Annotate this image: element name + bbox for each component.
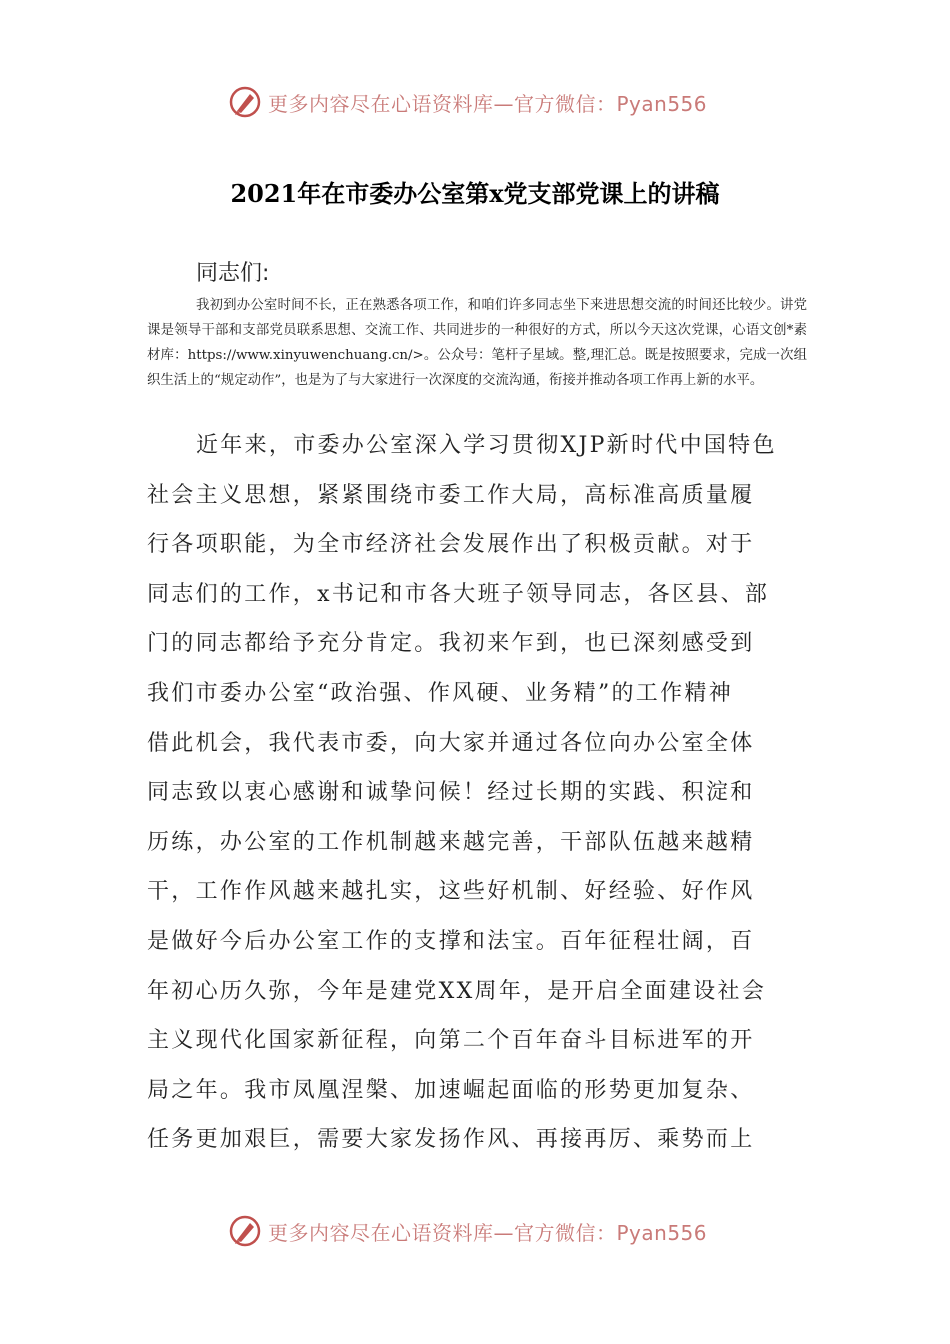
footer-banner-text: 更多内容尽在心语资料库—官方微信：Pyan556 xyxy=(268,1220,708,1245)
body-line: 社会主义思想，紧紧围绕市委工作大局，高标准高质量履 xyxy=(147,482,755,508)
pen-nib-logo-icon xyxy=(228,1214,262,1248)
intro-paragraph: 我初到办公室时间不长，正在熟悉各项工作，和咱们许多同志坐下来进思想交流的时间还比较少。讲党课是领导干部和支部党员联系思想、交流工作、共同进步的一种很好的方式，所以今天这次党课，心语文创*素材库：https://www.xinyuwenchuang.cn/>。公众号：笔杆子星域。整,理汇总。既是按照要求，完成一次组织生活上的“规定动作”，也是为了与大家进行一次深度的交流沟通，衔接并推动各项工作再上新的水平。 xyxy=(147,298,807,388)
body-line: 局之年。我市凤凰涅槃、加速崛起面临的形势更加复杂、 xyxy=(147,1077,755,1103)
body-line: 同志们的工作，x书记和市各大班子领导同志，各区县、部 xyxy=(147,581,770,607)
body-line: 行各项职能，为全市经济社会发展作出了积极贡献。对于 xyxy=(147,532,755,558)
body-line: 借此机会，我代表市委，向大家并通过各位向办公室全体 xyxy=(147,730,755,756)
salutation: 同志们: xyxy=(196,261,270,286)
body-line: 同志致以衷心感谢和诚挚问候！经过长期的实践、积淀和 xyxy=(147,780,755,806)
body-line: 近年来，市委办公室深入学习贯彻XJP新时代中国特色 xyxy=(196,433,777,458)
body-line: 是做好今后办公室工作的支撑和法宝。百年征程壮阔，百 xyxy=(147,928,755,954)
body-line: 干，工作作风越来越扎实，这些好机制、好经验、好作风 xyxy=(147,879,755,905)
body-line: 历练，办公室的工作机制越来越完善，干部队伍越来越精 xyxy=(147,829,755,855)
body-line: 任务更加艰巨，需要大家发扬作风、再接再厉、乘势而上 xyxy=(147,1127,755,1153)
page-title: 2021年在市委办公室第x党支部党课上的讲稿 xyxy=(230,179,720,208)
body-line: 门的同志都给予充分肯定。我初来乍到，也已深刻感受到 xyxy=(147,631,755,657)
body-line: 主义现代化国家新征程，向第二个百年奋斗目标进军的开 xyxy=(147,1028,755,1054)
body-line: 年初心历久弥，今年是建党XX周年，是开启全面建设社会 xyxy=(147,978,767,1004)
header-banner-text: 更多内容尽在心语资料库—官方微信：Pyan556 xyxy=(268,91,708,116)
footer-banner xyxy=(228,1211,748,1251)
body-text xyxy=(147,421,807,1165)
pen-nib-logo-icon xyxy=(228,85,262,119)
body-line: 我们市委办公室“政治强、作风硬、业务精”的工作精神 xyxy=(147,680,733,706)
header-banner xyxy=(228,82,748,122)
